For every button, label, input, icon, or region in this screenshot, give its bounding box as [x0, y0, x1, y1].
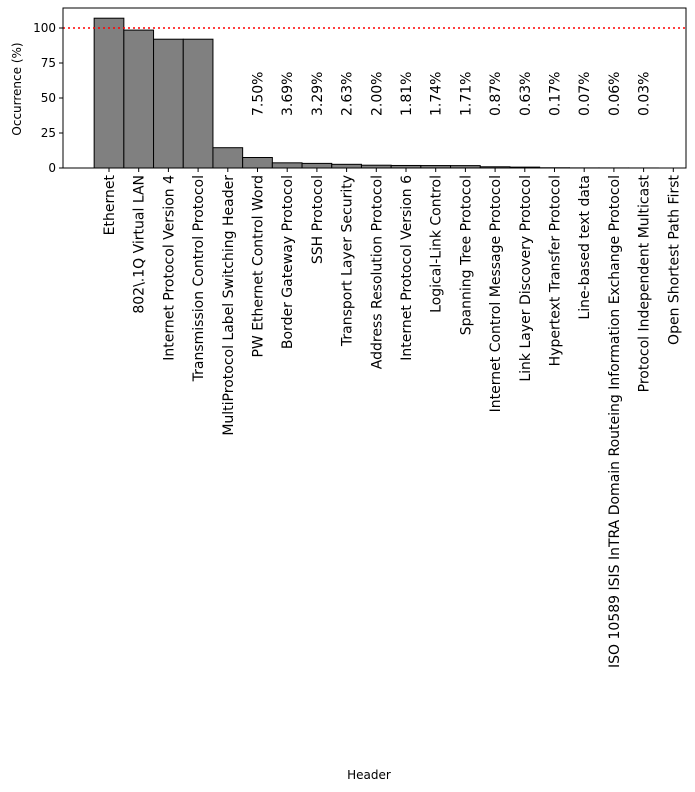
bar: [272, 163, 302, 168]
x-tick-label: Logical-Link Control: [428, 175, 445, 313]
x-tick-label: Line-based text data: [577, 175, 594, 320]
x-tick-label: MultiProtocol Label Switching Header: [220, 175, 237, 436]
bar: [94, 18, 124, 168]
bar: [302, 163, 332, 168]
x-tick-label: Internet Protocol Version 4: [161, 175, 178, 361]
data-label: 0.06%: [606, 71, 623, 116]
data-label: 3.69%: [280, 71, 297, 116]
y-tick-label: 50: [40, 91, 56, 105]
data-label: 0.07%: [577, 71, 594, 116]
y-tick-label: 25: [40, 126, 56, 140]
x-tick-label: Spanning Tree Protocol: [458, 175, 475, 336]
x-tick-label: SSH Protocol: [309, 175, 326, 265]
x-axis-label: Header: [347, 768, 391, 782]
bar: [154, 39, 184, 168]
x-tick-label: Internet Control Message Protocol: [488, 175, 505, 413]
x-tick-label: Transmission Control Protocol: [191, 175, 208, 382]
data-label: 1.74%: [428, 71, 445, 116]
bar: [243, 158, 273, 169]
x-tick-label: PW Ethernet Control Word: [250, 175, 267, 358]
bar: [332, 164, 362, 168]
y-tick-label: 75: [40, 56, 56, 70]
y-axis-label: Occurrence (%): [10, 42, 24, 136]
x-tick-label: Ethernet: [102, 175, 118, 236]
data-label: 0.03%: [636, 71, 653, 116]
y-tick-label: 0: [48, 161, 56, 175]
x-tick-label: ISO 10589 ISIS InTRA Domain Routeing Information Exchange Protocol: [606, 175, 623, 668]
x-tick-label: Transport Layer Security: [339, 175, 356, 347]
x-tick-label: Border Gateway Protocol: [280, 175, 297, 350]
data-label: 3.29%: [309, 71, 326, 116]
data-labels-group: [251, 72, 653, 116]
x-tick-label: Internet Protocol Version 6: [399, 175, 415, 361]
data-label: 0.87%: [488, 71, 505, 116]
data-label: 2.00%: [369, 71, 386, 116]
x-tick-label: Hypertext Transfer Protocol: [547, 175, 564, 367]
x-tick-label: Protocol Independent Multicast: [636, 175, 653, 393]
x-tick-label: Link Layer Discovery Protocol: [517, 175, 534, 382]
y-tick-label: 100: [33, 21, 56, 35]
bar: [183, 39, 213, 168]
x-tick-label: Address Resolution Protocol: [369, 175, 386, 370]
bar: [124, 30, 154, 168]
data-label: 0.63%: [517, 71, 534, 116]
data-label: 2.63%: [339, 71, 356, 116]
x-tick-label: 802\.1Q Virtual LAN: [131, 175, 148, 314]
data-label: 1.71%: [458, 71, 475, 116]
x-tick-label: Open Shortest Path First: [666, 175, 683, 345]
bar: [213, 148, 243, 168]
data-label: 1.81%: [399, 71, 415, 116]
data-label: 0.17%: [547, 71, 564, 116]
data-label: 7.50%: [250, 71, 267, 116]
